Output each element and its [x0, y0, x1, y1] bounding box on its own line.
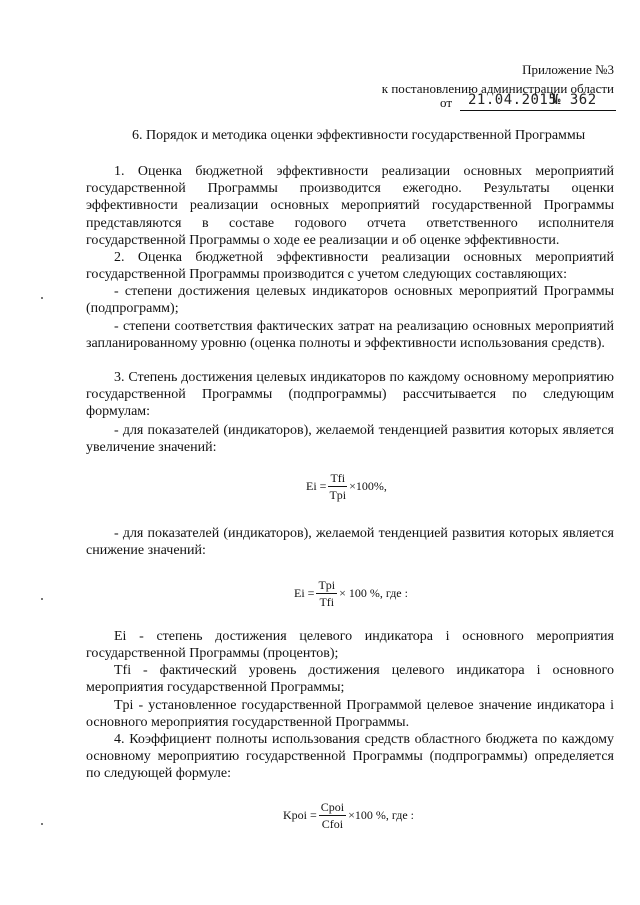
definition-ei: Ei - степень достижения целевого индикатора i основного мероприятия государственной Программы (процентов);: [86, 629, 614, 662]
formula-lhs: Ei =: [294, 586, 315, 600]
formula-decrease: [294, 578, 408, 609]
formula-numerator: Tpi: [318, 578, 336, 592]
paragraph-3a: - для показателей (индикаторов), желаемой тенденцией развития которых является увеличение значений:: [86, 423, 614, 456]
underline: [460, 110, 616, 111]
number-stamp: № 362: [552, 92, 597, 108]
definition-tpi: Tpi - установленное государственной Программой целевое значение индикатора i основного мероприятия государственной Программы.: [86, 698, 614, 731]
date-number-line: [440, 92, 616, 112]
formula-lhs: Kpoi =: [283, 808, 317, 822]
scan-speck: [41, 823, 43, 825]
date-prefix: от: [440, 95, 453, 110]
scan-speck: [41, 297, 43, 299]
definition-tfi: Tfi - фактический уровень достижения целевого индикатора i основного мероприятия государственной Программы;: [86, 663, 614, 696]
paragraph-3b: - для показателей (индикаторов), желаемой тенденцией развития которых является снижение значений:: [86, 526, 614, 559]
formula-rhs: ×100%,: [349, 479, 387, 493]
formula-rhs: ×100 %, где :: [348, 808, 414, 822]
formula-denominator: Cfoi: [321, 817, 344, 831]
formula-rhs: × 100 %, где :: [339, 586, 408, 600]
formula-increase: [306, 471, 387, 502]
formula-fraction: [316, 578, 337, 609]
formula-denominator: Tpi: [329, 488, 347, 502]
paragraph-2b: - степени соответствия фактических затрат на реализацию основных мероприятий запланированному уровню (оценка полноты и эффективности использования средств).: [86, 319, 614, 352]
formula-numerator: Tfi: [330, 471, 346, 485]
formula-fraction: [319, 800, 346, 831]
paragraph-1: 1. Оценка бюджетной эффективности реализации основных мероприятий государственной Программы производится ежегодно. Результаты оценки эффективности реализации основных мероприятий государственной Программы представляются в составе годового отчета ответственного исполнителя государственной Программы о ходе ее реализации и об оценке эффективности.: [86, 164, 614, 248]
formula-numerator: Cpoi: [320, 800, 345, 814]
appendix-label: Приложение №3: [522, 62, 614, 77]
section-title: 6. Порядок и методика оценки эффективности государственной Программы: [132, 128, 586, 143]
paragraph-4: 4. Коэффициент полноты использования средств областного бюджета по каждому основному мероприятию государственной Программы (подпрограммы) определяется по следующей формуле:: [86, 732, 614, 782]
formula-denominator: Tfi: [319, 595, 335, 609]
scan-speck: [41, 598, 43, 600]
formula-kpoi: [283, 800, 414, 831]
resolution-label: к постановлению администрации области: [381, 81, 614, 96]
formula-fraction: [328, 471, 347, 502]
paragraph-2a: - степени достижения целевых индикаторов основных мероприятий Программы (подпрограмм);: [86, 284, 614, 317]
date-stamp: 21.04.2015: [468, 92, 558, 108]
paragraph-3: 3. Степень достижения целевых индикаторов по каждому основному мероприятию государственной Программы (подпрограммы) рассчитывается по следующим формулам:: [86, 370, 614, 420]
paragraph-2: 2. Оценка бюджетной эффективности реализации основных мероприятий государственной Программы производится с учетом следующих составляющих:: [86, 250, 614, 283]
formula-lhs: Ei =: [306, 479, 327, 493]
